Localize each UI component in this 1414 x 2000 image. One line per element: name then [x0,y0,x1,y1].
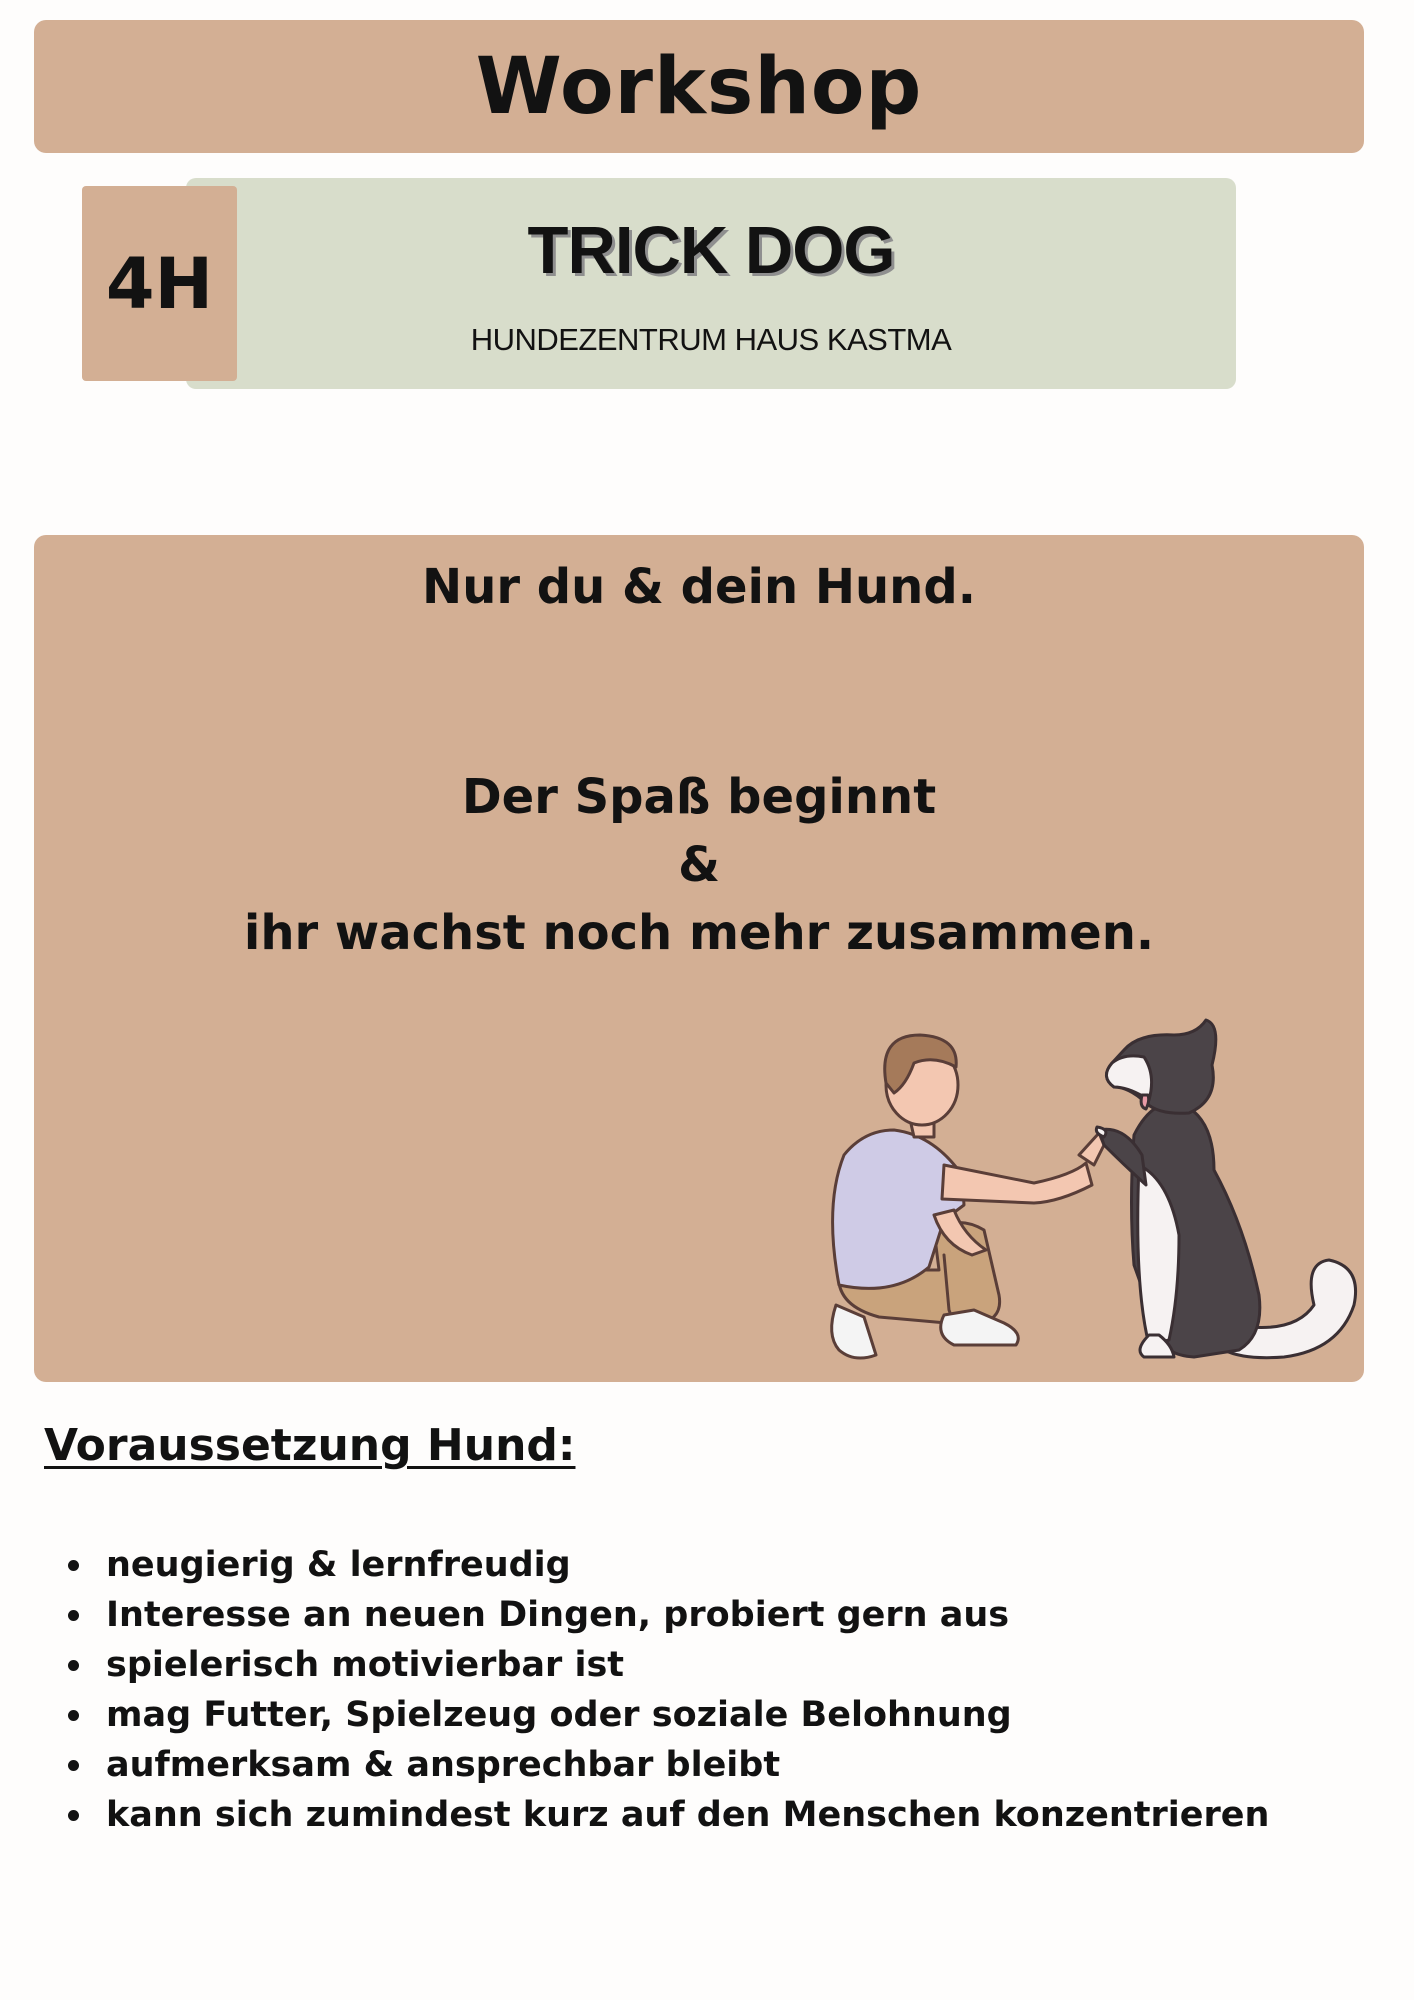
promo-line-2: Der Spaß beginnt [461,769,937,825]
list-item: mag Futter, Spielzeug oder soziale Belohnung [62,1690,1269,1740]
duration-badge: 4H [82,186,237,381]
promo-line-4: ihr wachst noch mehr zusammen. [243,905,1155,961]
requirements-heading: Voraussetzung Hund: [44,1420,576,1471]
header-banner [34,20,1364,153]
course-venue: HUNDEZENTRUM HAUS KASTMA [470,322,952,357]
course-title-card [186,178,1236,389]
promo-panel [34,535,1364,1382]
person-high-five-dog-icon [794,1005,1364,1382]
list-item: kann sich zumindest kurz auf den Menschen konzentrieren [62,1790,1269,1840]
list-item: aufmerksam & ansprechbar bleibt [62,1740,1269,1790]
requirements-list [62,1540,1269,1840]
list-item: neugierig & lernfreudig [62,1540,1269,1590]
course-title: TRICK DOG [527,213,895,288]
page-title: Workshop [475,41,923,132]
list-item: Interesse an neuen Dingen, probiert gern aus [62,1590,1269,1640]
promo-line-1: Nur du & dein Hund. [422,559,976,615]
promo-line-3: & [678,837,720,893]
list-item: spielerisch motivierbar ist [62,1640,1269,1690]
